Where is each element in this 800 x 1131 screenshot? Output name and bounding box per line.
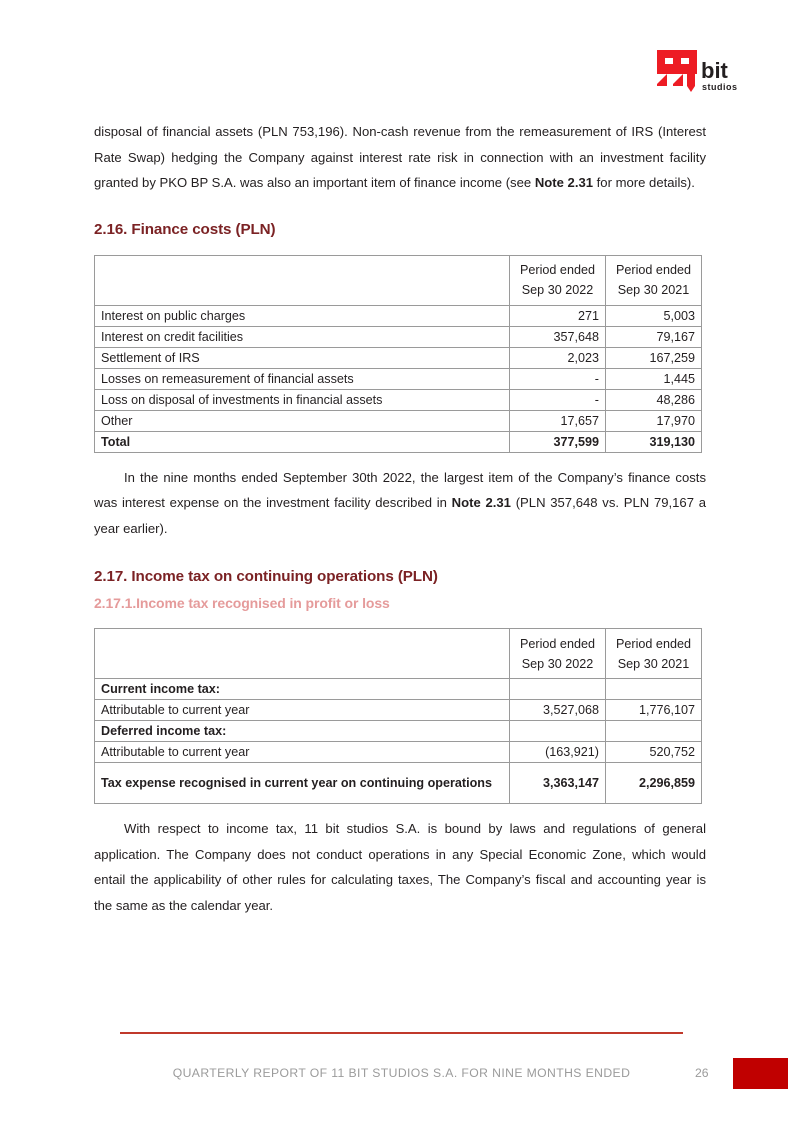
footer-accent-block <box>733 1058 788 1089</box>
table-row <box>95 305 702 326</box>
company-logo <box>655 48 745 96</box>
row-value-2021: 167,259 <box>606 347 702 368</box>
finance-costs-commentary <box>94 465 706 542</box>
table-header-row <box>95 629 702 679</box>
footer-page-number: 26 <box>695 1066 709 1080</box>
intro-text-part2: for more details). <box>593 175 695 190</box>
intro-text-part1: disposal of financial assets (PLN 753,196). Non-cash revenue from the remeasurement of IRS (Interest Rate Swap) hedging the Company against interest rate risk in connection with an investment facility granted by PKO BP S.A. was also an important item of finance income (see <box>94 124 706 190</box>
row-value-2021: 17,970 <box>606 410 702 431</box>
logo-wordmark: bit <box>701 58 728 83</box>
row-label: Interest on credit facilities <box>95 326 510 347</box>
row-value-2021: 319,130 <box>606 431 702 452</box>
table-income-tax-head <box>95 629 702 679</box>
commentary-note-ref: Note 2.31 <box>451 495 511 510</box>
commentary-part2: (PLN 357,648 vs. PLN 79,167 a year earlier). <box>94 495 706 536</box>
row-value-2022: 377,599 <box>510 431 606 452</box>
col-2022-line2: Sep 30 2022 <box>521 656 594 671</box>
row-label: Total <box>95 431 510 452</box>
row-value-2022: 271 <box>510 305 606 326</box>
row-value-2021: 520,752 <box>606 742 702 763</box>
commentary-part1: In the nine months ended September 30th 2022, the largest item of the Company’s finance costs was interest expense on the investment facility described in <box>94 469 706 510</box>
column-header-2021 <box>606 255 702 305</box>
table-row <box>95 326 702 347</box>
row-label: Attributable to current year <box>95 742 510 763</box>
column-header-2021 <box>606 629 702 679</box>
page-content <box>94 119 706 918</box>
row-value-2021: 1,776,107 <box>606 700 702 721</box>
table-finance-costs <box>94 255 702 453</box>
row-label: Current income tax: <box>95 679 510 700</box>
income-tax-commentary: With respect to income tax, 11 bit studios S.A. is bound by laws and regulations of general application. The Company does not conduct operations in any Special Economic Zone, which would entail the applicability of other rules for calculating taxes, The Company’s fiscal and accounting year is the same as the calendar year. <box>94 821 706 913</box>
table-header-row <box>95 255 702 305</box>
row-value-2021: 79,167 <box>606 326 702 347</box>
footer-report-title: QUARTERLY REPORT OF 11 BIT STUDIOS S.A. FOR NINE MONTHS ENDED <box>172 1066 631 1080</box>
table-row <box>95 368 702 389</box>
row-value-2022: 357,648 <box>510 326 606 347</box>
col-2021-line2: Sep 30 2021 <box>617 656 690 671</box>
col-2022-line1: Period ended <box>520 263 595 277</box>
row-label: Other <box>95 410 510 431</box>
column-header-label <box>95 255 510 305</box>
table-finance-costs-head <box>95 255 702 305</box>
subheading-income-tax-profit-loss: 2.17.1.Income tax recognised in profit or loss <box>94 595 390 611</box>
intro-note-ref: Note 2.31 <box>534 175 594 190</box>
row-value-2021 <box>606 679 702 700</box>
table-row <box>95 679 702 700</box>
row-value-2022: 3,363,147 <box>510 763 606 804</box>
row-value-2021: 2,296,859 <box>606 763 702 804</box>
row-value-2022: 2,023 <box>510 347 606 368</box>
row-value-2021: 1,445 <box>606 368 702 389</box>
row-label: Attributable to current year <box>95 700 510 721</box>
row-label: Tax expense recognised in current year on continuing operations <box>95 763 510 804</box>
row-label: Losses on remeasurement of financial assets <box>95 368 510 389</box>
table-total-row <box>95 763 702 804</box>
table-row <box>95 389 702 410</box>
logo-subtext: studios <box>702 82 738 92</box>
table-row <box>95 347 702 368</box>
table-total-row <box>95 431 702 452</box>
row-value-2022: 17,657 <box>510 410 606 431</box>
row-value-2022: (163,921) <box>510 742 606 763</box>
col-2021-line1: Period ended <box>616 636 691 651</box>
table-income-tax-body <box>95 679 702 804</box>
footer-divider <box>120 1032 683 1034</box>
column-header-label <box>95 629 510 679</box>
row-value-2021: 48,286 <box>606 389 702 410</box>
heading-finance-costs: 2.16. Finance costs (PLN) <box>94 220 276 238</box>
row-label: Loss on disposal of investments in financial assets <box>95 389 510 410</box>
row-value-2022 <box>510 721 606 742</box>
table-row <box>95 410 702 431</box>
table-finance-costs-body <box>95 305 702 452</box>
col-2022-line1: Period ended <box>520 636 595 651</box>
row-value-2022: 3,527,068 <box>510 700 606 721</box>
col-2021-line1: Period ended <box>616 263 691 277</box>
row-value-2022 <box>510 679 606 700</box>
row-value-2021 <box>606 721 702 742</box>
table-row <box>95 721 702 742</box>
row-label: Interest on public charges <box>95 305 510 326</box>
row-value-2022: - <box>510 368 606 389</box>
intro-paragraph <box>94 119 706 196</box>
row-label: Deferred income tax: <box>95 721 510 742</box>
table-income-tax <box>94 628 702 804</box>
table-row <box>95 700 702 721</box>
row-value-2022: - <box>510 389 606 410</box>
logo-mark-icon <box>655 48 745 96</box>
table-row <box>95 742 702 763</box>
heading-income-tax: 2.17. Income tax on continuing operations (PLN) <box>94 568 438 585</box>
row-label: Settlement of IRS <box>95 347 510 368</box>
column-header-2022 <box>510 255 606 305</box>
col-2021-line2: Sep 30 2021 <box>617 283 690 297</box>
row-value-2021: 5,003 <box>606 305 702 326</box>
column-header-2022 <box>510 629 606 679</box>
col-2022-line2: Sep 30 2022 <box>521 283 594 297</box>
